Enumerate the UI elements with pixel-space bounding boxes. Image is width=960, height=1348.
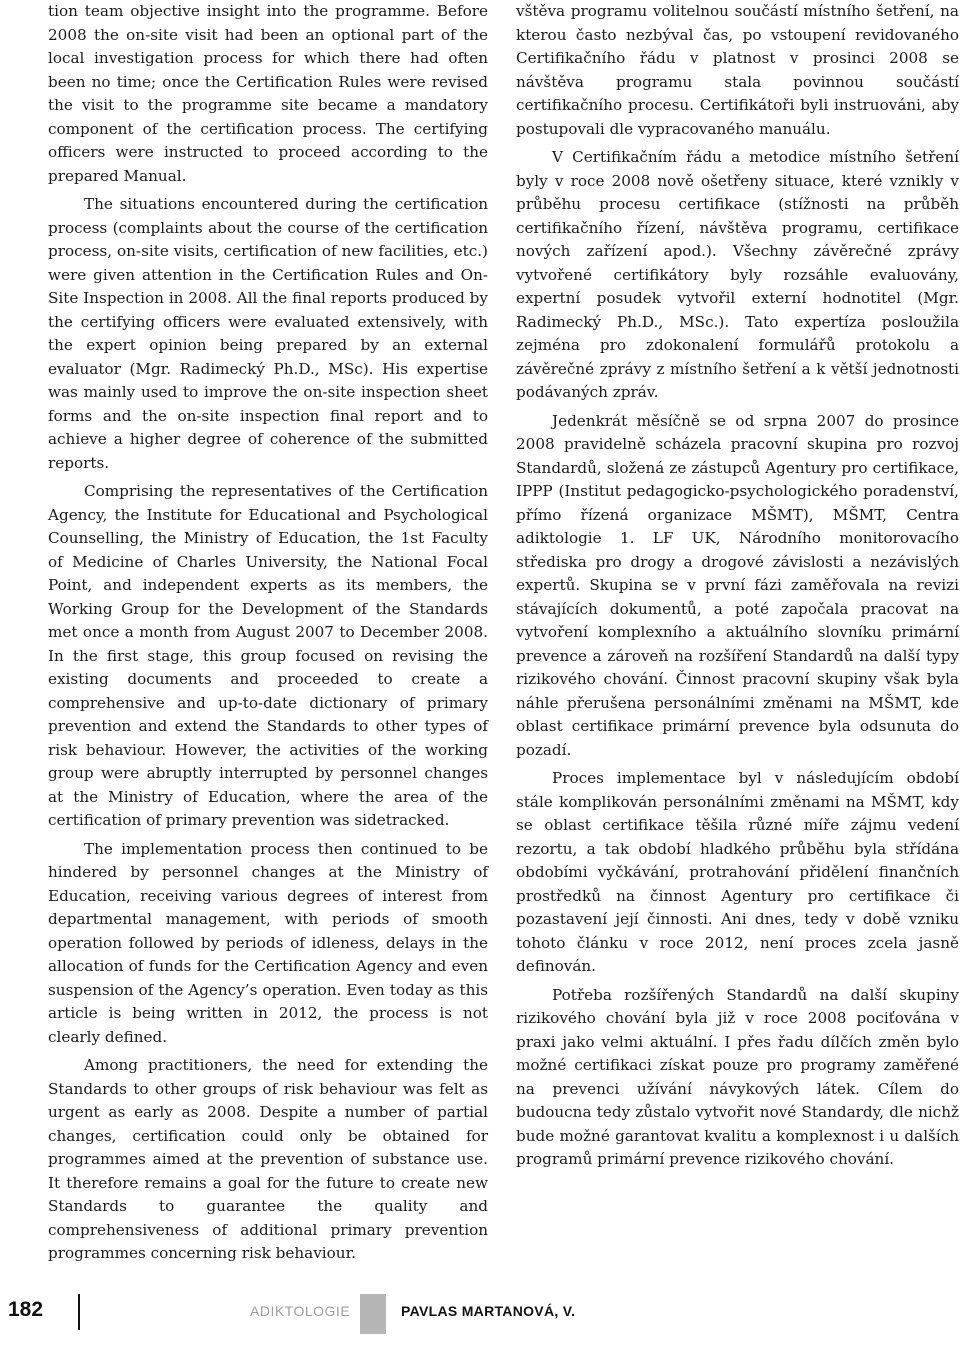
paragraph: V Certifikačním řádu a metodice místního šetření byly v roce 2008 nově ošetřeny situace, které vznikly v průběhu procesu certifikace (stížnosti na průběh certifikačního řízení, návštěva programu, certifikace nových zařízení apod.). Všechny závěrečné zprávy vytvořené certifikátory byly rozsáhle evaluovány, expertní posudek vytvořil externí hodnotitel (Mgr. Radimecký Ph.D., MSc.). Tato expertíza posloužila zejména pro zdokonalení formulářů protokolu a závěrečné zprávy z místního šetření a k větší jednotnosti podávaných zpráv. [516,148,959,401]
paragraph: Proces implementace byl v následujícím období stále komplikován personálními změnami na MŠMT, kdy se oblast certifikace těšila různé míře zájmu vedení rezortu, a tak období hladkého průběhu byla střídána obdobími vyčkávání, protrahování přidělení finančních prostředků na činnost Agentury pro certifikace či pozastavení její činnosti. Ani dnes, tedy v době vzniku tohoto článku v roce 2012, není proces zcela jasně definován. [516,769,959,975]
english-text-column [48,0,488,1271]
footer-gray-block [360,1294,386,1334]
page-number: 182 [8,1298,44,1321]
author-name: PAVLAS MARTANOVÁ, V. [401,1303,576,1319]
paragraph: Potřeba rozšířených Standardů na další skupiny rizikového chování byla již v roce 2008 pociťována v praxi jako velmi aktuální. I přes řadu dílčích změn bylo možné certifikaci získat pouze pro programy zaměřené na prevenci užívání návykových látek. Cílem do budoucna tedy zůstalo vytvořit nové Standardy, dle nichž bude možné garantovat kvalitu a komplexnost i u dalších programů primární prevence rizikového chování. [516,985,959,1168]
paragraph: Among practitioners, the need for extending the Standards to other groups of risk behaviour was felt as urgent as early as 2008. Despite a number of partial changes, certification could only be obtained for programmes aimed at the prevention of substance use. It therefore remains a goal for the future to create new Standards to guarantee the quality and comprehensiveness of additional primary prevention programmes concerning risk behaviour. [48,1056,488,1262]
czech-text-column [516,0,959,1177]
paragraph: The situations encountered during the certification process (complaints about the course of the certification process, on-site visits, certification of new facilities, etc.) were given attention in the Certification Rules and On-Site Inspection in 2008. All the final reports produced by the certifying officers were evaluated extensively, with the expert opinion being prepared by an external evaluator (Mgr. Radimecký Ph.D., MSc). His expertise was mainly used to improve the on-site inspection sheet forms and the on-site inspection final report and to achieve a higher degree of coherence of the submitted reports. [48,195,488,472]
paragraph: Comprising the representatives of the Certification Agency, the Institute for Educational and Psychological Counselling, the Ministry of Education, the 1st Faculty of Medicine of Charles University, the National Focal Point, and independent experts as its members, the Working Group for the Development of the Standards met once a month from August 2007 to December 2008. In the first stage, this group focused on revising the existing documents and proceeded to create a comprehensive and up-to-date dictionary of primary prevention and extend the Standards to other types of risk behaviour. However, the activities of the working group were abruptly interrupted by personnel changes at the Ministry of Education, where the area of the certification of primary prevention was sidetracked. [48,482,488,829]
paragraph: Jedenkrát měsíčně se od srpna 2007 do prosince 2008 pravidelně scházela pracovní skupina pro rozvoj Standardů, složená ze zástupců Agentury pro certifikace, IPPP (Institut pedagogicko-psychologického poradenství, přímo řízená organizace MŠMT), MŠMT, Centra adiktologie 1. LF UK, Národního monitorovacího střediska pro drogy a drogové závislosti a nezávislých expertů. Skupina se v první fázi zaměřovala na revizi stávajících dokumentů, a poté započala pracovat na vytvoření komplexního a aktuálního slovníku primární prevence a zároveň na rozšíření Standardů na další typy rizikového chování. Činnost pracovní skupiny však byla náhle přerušena personálními změnami na MŠMT, kde oblast certifikace primární prevence byla odsunuta do pozadí. [516,411,959,759]
footer-divider [78,1294,80,1330]
journal-name: ADIKTOLOGIE [250,1303,351,1319]
page-footer [0,1294,960,1334]
paragraph: vštěva programu volitelnou součástí místního šetření, na kterou často nezbýval čas, po vstoupení revidovaného Certifikačního řádu v platnost v prosinci 2008 se návštěva programu stala povinnou součástí certifikačního procesu. Certifikátoři byli instruováni, aby postupovali dle vypracovaného manuálu. [516,2,959,138]
paragraph: The implementation process then continued to be hindered by personnel changes at the Ministry of Education, receiving various degrees of interest from departmental management, with periods of smooth operation followed by periods of idleness, delays in the allocation of funds for the Certification Agency and even suspension of the Agency’s operation. Even today as this article is being written in 2012, the process is not clearly defined. [48,839,488,1046]
paragraph: tion team objective insight into the programme. Before 2008 the on-site visit had been an optional part of the local investigation process for which there had often been no time; once the Certification Rules were revised the visit to the programme site became a mandatory component of the certification process. The certifying officers were instructed to proceed according to the prepared Manual. [48,2,488,185]
